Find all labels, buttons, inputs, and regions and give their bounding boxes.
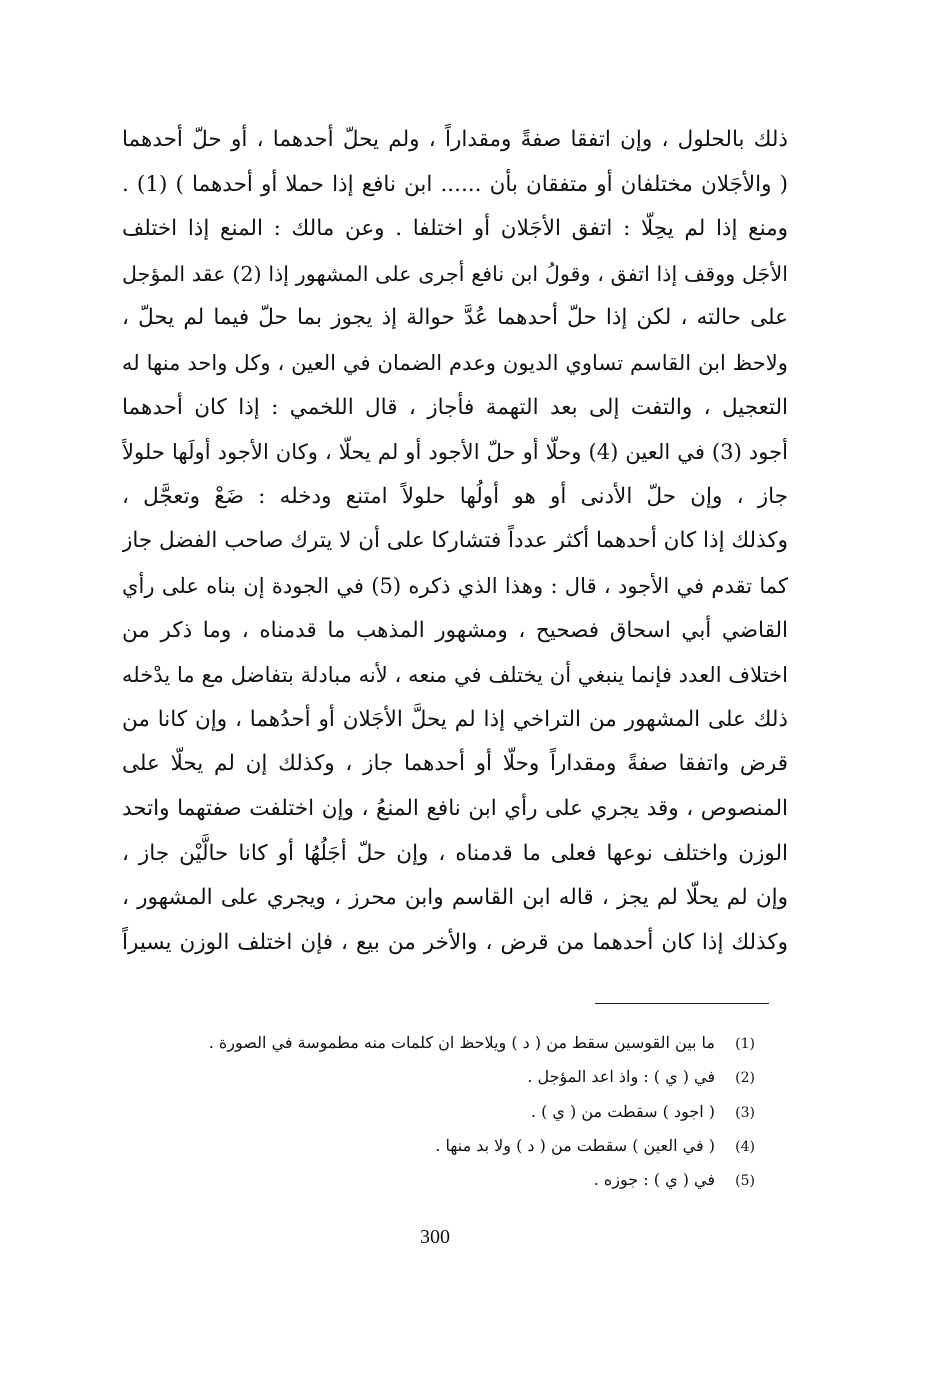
footnote-text: في ( ي ) : واذ اعد المؤجل . xyxy=(527,1067,715,1087)
footnote-text: ( اجود ) سقطت من ( ي ) . xyxy=(530,1101,715,1121)
footnote-item xyxy=(150,1129,755,1163)
text-line: المنصوص ، وقد يجري على رأي ابن نافع المنعُ ، وإن اختلفت صفتهما واتحد xyxy=(122,795,788,821)
footnote-number: (5) xyxy=(735,1173,755,1190)
footnote-number: (2) xyxy=(735,1070,755,1087)
text-line: قرض واتفقا صفةً ومقداراً وحلّا أو أحدهما جاز ، وكذلك إن لم يحلّا على xyxy=(122,751,788,777)
footnote-number: (1) xyxy=(735,1036,755,1052)
text-line: الوزن واختلف نوعها فعلى ما قدمناه ، وإن حلّ أجَلُهُا أو كانا حالَّيْن جاز ، xyxy=(122,840,788,866)
text-line: اختلاف العدد فإنما ينبغي أن يختلف في منعه ، لأنه مبادلة بتفاضل مع ما يدْخله xyxy=(122,662,788,688)
text-line: التعجيل ، والتفت إلى بعد التهمة فأجاز ، قال اللخمي : إذا كان أحدهما xyxy=(122,394,788,420)
text-line: ذلك على المشهور من التراخي إذا لم يحلَّ الأجَلان أو أحدُهما ، وإن كانا من xyxy=(122,706,788,732)
text-line: أجود (3) في العين (4) وحلّا أو حلّ الأجود أو لم يحلّا ، وكان الأجود أولَها حلولاً xyxy=(122,439,788,465)
footnote-item xyxy=(150,1060,755,1094)
text-line: كما تقدم في الأجود ، قال : وهذا الذي ذكره (5) في الجودة إن بناه على رأي xyxy=(122,572,788,598)
text-line: وإن لم يحلّا لم يجز ، قاله ابن القاسم وابن محرز ، ويجري على المشهور ، xyxy=(122,885,788,911)
text-line: الأجَل ووقف إذا اتفق ، وقولُ ابن نافع أجرى على المشهور إذا (2) عقد المؤجل xyxy=(122,261,788,286)
footnote-text: في ( ي ) : جوزه . xyxy=(593,1170,715,1190)
main-text-block xyxy=(122,118,788,965)
footnote-text: ما بين القوسين سقط من ( د ) ويلاحظ ان كلمات منه مطموسة في الصورة . xyxy=(208,1033,715,1052)
text-line: على حالته ، لكن إذا حلّ أحدهما عُدَّ حوالة إذ يجوز بما حلّ فيما لم يحلّ ، xyxy=(122,305,788,331)
footnote-text: ( في العين ) سقطت من ( د ) ولا بد منها . xyxy=(435,1135,715,1155)
footnote-separator xyxy=(595,1003,769,1004)
footnote-number: (3) xyxy=(735,1104,755,1121)
text-line: جاز ، وإن حلّ الأدنى أو هو أولُها حلولاً امتنع ودخله : ضَعْ وتعجَّل ، xyxy=(122,483,788,509)
footnotes-list xyxy=(150,1026,755,1197)
footnote-item xyxy=(150,1095,755,1129)
page-number: 300 xyxy=(420,1226,450,1248)
footnote-item xyxy=(150,1026,755,1060)
text-line: ومنع إذا لم يحِلّا : اتفق الأجَلان أو اختلفا . وعن مالك : المنع إذا اختلف xyxy=(122,216,788,242)
text-line: ولاحظ ابن القاسم تساوي الديون وعدم الضمان في العين ، وكل واحد منها له xyxy=(122,349,788,375)
footnote-item xyxy=(150,1163,755,1197)
text-line: ( والأجَلان مختلفان أو متفقان بأن ...... ابن نافع إذا حملا أو أحدهما ) (1) . xyxy=(122,171,788,197)
text-line: وكذلك إذا كان أحدهما أكثر عدداً فتشاركا على أن لا يترك صاحب الفضل جاز xyxy=(122,528,788,554)
text-line: القاضي أبي اسحاق فصحيح ، ومشهور المذهب ما قدمناه ، وما ذكر من xyxy=(122,617,788,643)
text-line: ذلك بالحلول ، وإن اتفقا صفةً ومقداراً ، ولم يحلّ أحدهما ، أو حلّ أحدهما xyxy=(122,127,788,152)
text-line: وكذلك إذا كان أحدهما من قرض ، والأخر من بيع ، فإن اختلف الوزن يسيراً xyxy=(122,929,788,955)
footnote-number: (4) xyxy=(735,1138,755,1155)
